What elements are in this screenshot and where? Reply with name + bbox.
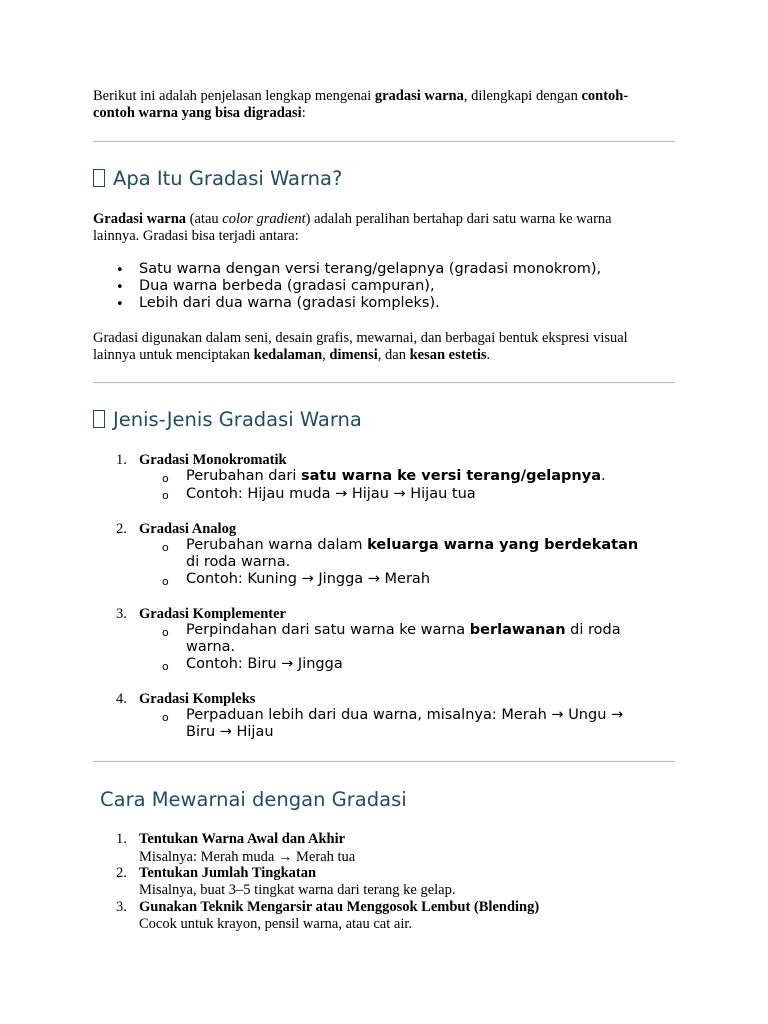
intro-bold-term: contoh- xyxy=(581,88,629,104)
sub-item: Contoh: Biru → Jingga xyxy=(186,656,343,672)
intro-paragraph xyxy=(93,88,628,122)
sub-item: Perubahan dari satu warna ke versi terang/gelapnya. xyxy=(186,468,606,484)
section-heading-cara: Cara Mewarnai dengan Gradasi xyxy=(100,788,407,811)
step-title: Gunakan Teknik Mengarsir atau Menggosok Lembut (Blending) xyxy=(139,899,540,915)
usage-text: , xyxy=(322,347,330,363)
sub-bullet-marker: o xyxy=(162,489,169,502)
list-item: Satu warna dengan versi terang/gelapnya (gradasi monokrom), xyxy=(139,261,602,277)
list-number: 2. xyxy=(116,521,127,537)
sub-item: Contoh: Hijau muda → Hijau → Hijau tua xyxy=(186,486,476,502)
sub-bullet-marker: o xyxy=(162,472,169,485)
list-item: Dua warna berbeda (gradasi campuran), xyxy=(139,278,435,294)
list-number: 3. xyxy=(116,606,127,622)
sub-item: Contoh: Kuning → Jingga → Merah xyxy=(186,571,431,587)
bullet-marker: • xyxy=(116,297,124,312)
list-item: Lebih dari dua warna (gradasi kompleks). xyxy=(139,295,440,311)
sub-bullet-marker: o xyxy=(162,575,169,588)
horizontal-rule xyxy=(93,761,675,762)
definition-italic: color gradient xyxy=(222,211,306,227)
definition-text: (atau xyxy=(186,211,223,227)
sub-bullet-marker: o xyxy=(162,711,169,724)
usage-bold-term: kedalaman xyxy=(253,347,323,363)
definition-paragraph xyxy=(93,211,612,245)
horizontal-rule xyxy=(93,141,675,142)
bullet-marker: • xyxy=(116,280,124,295)
usage-text: lainnya untuk menciptakan xyxy=(93,347,254,363)
intro-text: : xyxy=(301,105,306,121)
list-item-title: Gradasi Analog xyxy=(139,521,237,537)
step-title: Tentukan Warna Awal dan Akhir xyxy=(139,831,346,847)
usage-paragraph xyxy=(93,330,628,364)
missing-glyph-icon xyxy=(93,169,105,187)
intro-bold-term: contoh warna yang bisa digradasi xyxy=(93,105,302,121)
list-number: 1. xyxy=(116,831,127,847)
usage-text: , dan xyxy=(377,347,410,363)
section-heading-apa-itu: Apa Itu Gradasi Warna? xyxy=(93,167,342,191)
horizontal-rule xyxy=(93,382,675,383)
usage-text: . xyxy=(486,347,491,363)
sub-bullet-marker: o xyxy=(162,626,169,639)
bullet-marker: • xyxy=(116,263,124,278)
sub-item: Perubahan warna dalam keluarga warna yang berdekatan di roda warna. xyxy=(186,537,639,570)
step-description: Misalnya, buat 3–5 tingkat warna dari terang ke gelap. xyxy=(139,882,456,898)
section-heading-jenis: Jenis-Jenis Gradasi Warna xyxy=(93,408,362,432)
step-description: Cocok untuk krayon, pensil warna, atau cat air. xyxy=(139,916,413,932)
step-description: Misalnya: Merah muda → Merah tua xyxy=(139,849,356,865)
sub-item: Perpindahan dari satu warna ke warna berlawanan di roda warna. xyxy=(186,622,621,655)
missing-glyph-icon xyxy=(93,410,105,428)
usage-text: Gradasi digunakan dalam seni, desain grafis, mewarnai, dan berbagai bentuk ekspresi visual xyxy=(93,330,628,346)
intro-bold-term: gradasi warna xyxy=(374,88,464,104)
usage-bold-term: dimensi xyxy=(329,347,378,363)
sub-bullet-marker: o xyxy=(162,541,169,554)
list-number: 4. xyxy=(116,691,127,707)
list-item-title: Gradasi Komplementer xyxy=(139,606,286,622)
intro-text: Berikut ini adalah penjelasan lengkap mengenai xyxy=(93,88,375,104)
step-title: Tentukan Jumlah Tingkatan xyxy=(139,865,317,881)
sub-bullet-marker: o xyxy=(162,660,169,673)
list-number: 3. xyxy=(116,899,127,915)
usage-bold-term: kesan estetis xyxy=(409,347,487,363)
list-item-title: Gradasi Monokromatik xyxy=(139,452,287,468)
intro-text: , dilengkapi dengan xyxy=(463,88,582,104)
definition-term: Gradasi warna xyxy=(93,211,187,227)
list-item-title: Gradasi Kompleks xyxy=(139,691,256,707)
list-number: 2. xyxy=(116,865,127,881)
sub-item: Perpaduan lebih dari dua warna, misalnya: Merah → Ungu → Biru → Hijau xyxy=(186,707,624,740)
definition-text: ) adalah peralihan bertahap dari satu warna ke warna xyxy=(305,211,612,227)
list-number: 1. xyxy=(116,452,127,468)
definition-text: lainnya. Gradasi bisa terjadi antara: xyxy=(93,228,299,244)
